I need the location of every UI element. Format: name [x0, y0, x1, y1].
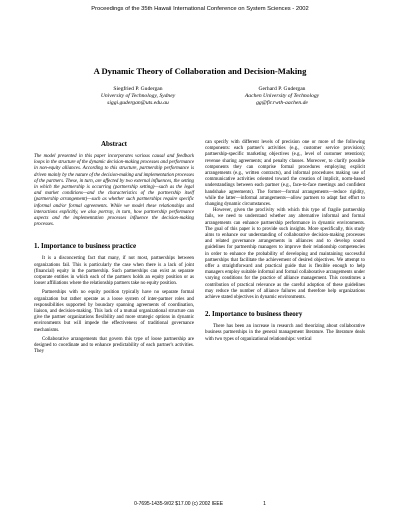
left-column: [34, 140, 194, 355]
section-1-paragraph: It is a disconcerting fact that many, if not most, partnerships between organizations fail. This is particularly the case when there is a lack of joint (financial) equity in the partnership. Such partnerships can exist as separate corporate entities in which each of the partners holds an equity position or as looser affiliations where the relationship partners take no equity position.: [34, 256, 194, 287]
section-2-paragraph: There has been an increase in research and theorizing about collaborative business partnerships in the general management literature. The literature deals with two types of organizational relationships: vertical: [205, 324, 365, 342]
abstract-heading: Abstract: [100, 140, 128, 148]
body-paragraph: can specify with different levels of precision one or more of the following components: each partner's activities (e.g., customer service provision); partnership-specific marketing objectives (e.g., level of customer retention); revenue sharing agreements; and penalty clauses. Moreover, to clarify possible components they can comprise formal procedures employing explicit arrangements (e.g., written contracts), and informal procedures making use of communicative activities oriented toward the creation of implicit, norm-based understandings between each partner (e.g., face-to-face meetings and confident handshake agreements). The former—formal arrangements—reduce rigidity, while the latter—informal arrangements—allow partners to adapt fast effort to changing dynamic circumstances.: [205, 140, 365, 208]
author-email: gg@fir.rwth-aachen.de: [256, 100, 308, 107]
author-name: Gerhard P. Gudergan: [258, 86, 306, 92]
author-block-1: [63, 86, 213, 107]
body-paragraph: However, given the proclivity with which this type of fragile partnership fails, we need to understand whether any alternative informal and formal arrangements can enhance partnership performance in dynamic environments. The goal of this paper is to provide such insights. More specifically, this study aims to enhance our understanding of collaborative decision-making processes and related governance arrangements in alliances and to develop sound guidelines for partnership managers to improve their relationship competencies in order to enhance the probability of developing and maintaining successful partnerships that facilitate the achievement of desired objectives. We attempt to offer a straightforward and practical guide that is flexible enough to help managers employ suitable informal and formal collaborative arrangements under varying conditions for the practice of alliance management. This constitutes a contribution of practical relevance as the careful adoption of these guidelines may reduce the number of alliance failures and therefore help organizations achieve stated objectives in dynamic environments.: [205, 208, 365, 301]
section-1-paragraph: Partnerships with no equity position typically have no separate formal organization but rather operate as a loose system of inter-partner roles and responsibilities supported by boundary spanning agreements of coordination, liaison, and decision-making. This lack of a mutual organizational structure can give the partner organizations flexibility and more strategic options in dynamic environments but will impede the effectiveness of traditional governance mechanisms.: [34, 290, 194, 333]
right-column: [205, 140, 365, 343]
author-name: Siegfried P. Gudergan: [113, 86, 163, 92]
author-block-2: [207, 86, 357, 107]
footer-copyright: 0-7695-1435-9/02 $17.00 (c) 2002 IEEE: [134, 501, 224, 507]
author-affiliation: University of Technology, Sydney: [100, 93, 176, 100]
page-footer: [0, 501, 400, 507]
running-header: Proceedings of the 35th Hawaii International Conference on System Sciences - 2002: [91, 6, 309, 12]
author-email: siggi.gudergan@uts.edu.au: [107, 100, 169, 107]
author-affiliation: Aachen University of Technology: [244, 93, 320, 100]
paper-title: A Dynamic Theory of Collaboration and Decision-Making: [93, 66, 307, 76]
section-1-paragraph: Collaborative arrangements that govern this type of loose partnership are designed to coordinate and to enhance predictability of each partner's activities. They: [34, 336, 194, 355]
section-2-heading: 2. Importance to business theory: [205, 310, 303, 319]
abstract-text: The model presented in this paper incorporates various causal and feedback loops in the structure of the dynamic decision-making processes and performance in non-equity alliances. According to this structure, partnership performance is driven mainly by the nature of the decision-making and implementation processes of the partners. These, in turn, are affected by two external influences, the setting in which the partnership is occurring (partnership setting)—such as the legal and market conditions—and the characteristics of the partnership itself (partnership arrangement)—such as whether such partnerships require specific informal and/or formal agreements. While we model these relationships and interactions explicitly, we also portray, in turn, how partnership performance aspects and the implementation processes influence the decision-making processes.: [34, 154, 194, 228]
section-1-heading: 1. Importance to business practice: [34, 242, 137, 251]
page-number: 1: [263, 501, 266, 507]
